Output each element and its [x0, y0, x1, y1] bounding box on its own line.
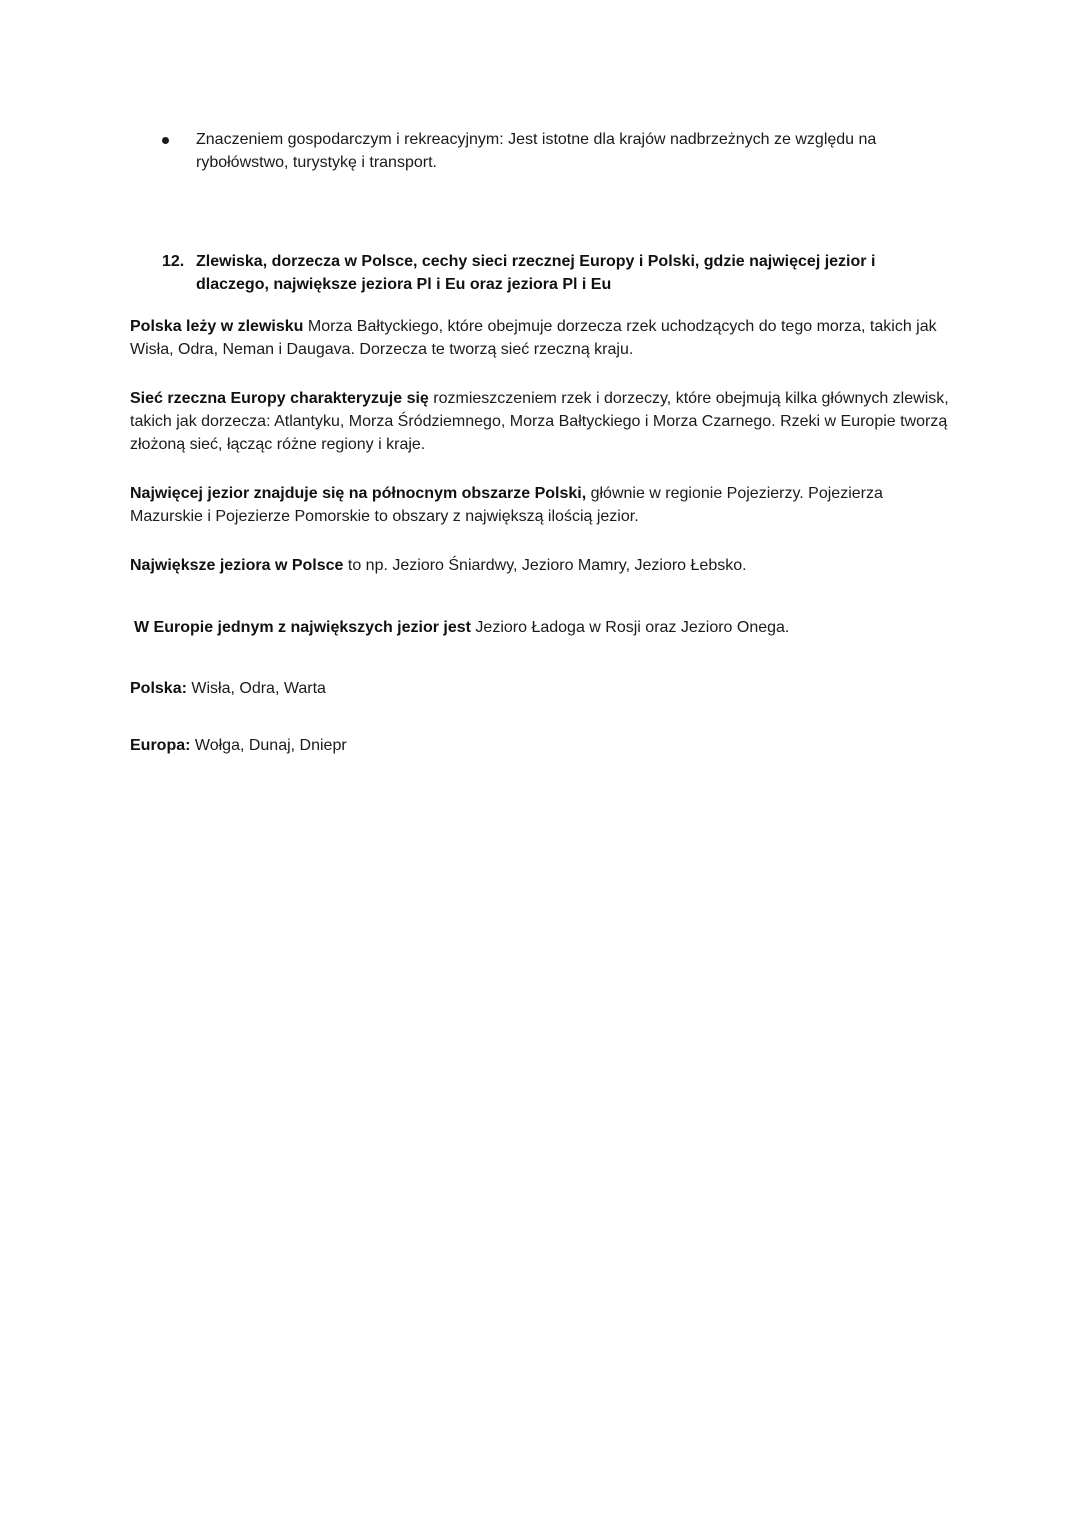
paragraph-bold-lead: Europa: [130, 737, 191, 754]
paragraph-body: Wołga, Dunaj, Dniepr [190, 737, 347, 754]
paragraph-body: Wisła, Odra, Warta [186, 680, 326, 697]
paragraph-body: Jezioro Ładoga w Rosji oraz Jezioro Onega. [470, 619, 790, 636]
paragraph-bold-lead: Najwięcej jezior znajduje się na północnym obszarze Polski, [130, 485, 587, 502]
paragraph-body: to np. Jezioro Śniardwy, Jezioro Mamry, Jezioro Łebsko. [343, 557, 747, 574]
paragraph-body: Morza Bałtyckiego, które obejmuje dorzecza rzek uchodzących do tego morza, takich jak Wisła, Odra, Neman i Daugava. Dorzecza te tworzą sieć rzeczną kraju. [130, 318, 937, 358]
paragraph-zlewisko [130, 315, 955, 361]
paragraph-bold-lead: Polska: [130, 680, 187, 697]
paragraph-body: głównie w regionie Pojezierzy. Pojezierza Mazurskie i Pojezierze Pomorskie to obszary z największą ilością jezior. [130, 485, 883, 525]
section-title: Zlewiska, dorzecza w Polsce, cechy sieci rzecznej Europy i Polski, gdzie najwięcej jezior i dlaczego, największe jeziora Pl i Eu oraz jeziora Pl i Eu [196, 253, 876, 293]
paragraph-najwieksze-jeziora-europa [134, 616, 959, 639]
bullet-dot-icon [162, 137, 169, 144]
paragraph-bold-lead: Polska leży w zlewisku [130, 318, 304, 335]
section-number: 12. [162, 253, 185, 270]
paragraph-najwiecej-jezior [130, 482, 955, 528]
paragraph-siec-rzeczna [130, 387, 955, 456]
paragraph-bold-lead: Sieć rzeczna Europy charakteryzuje się [130, 390, 429, 407]
paragraph-body: rozmieszczeniem rzek i dorzeczy, które obejmują kilka głównych zlewisk, takich jak dorzecza: Atlantyku, Morza Śródziemnego, Morza Bałtyckiego i Morza Czarnego. Rzeki w Europie tworzą złożoną sieć, łącząc różne regiony i kraje. [130, 390, 949, 453]
paragraph-bold-lead: Największe jeziora w Polsce [130, 557, 344, 574]
paragraph-bold-lead: W Europie jednym z największych jezior jest [134, 619, 471, 636]
paragraph-rzeki-polska [130, 677, 955, 700]
paragraph-rzeki-europa [130, 734, 955, 757]
paragraph-najwieksze-jeziora-polska [130, 554, 955, 577]
bullet-text: Znaczeniem gospodarczym i rekreacyjnym: Jest istotne dla krajów nadbrzeżnych ze względu na rybołówstwo, turystykę i transport. [196, 131, 877, 171]
